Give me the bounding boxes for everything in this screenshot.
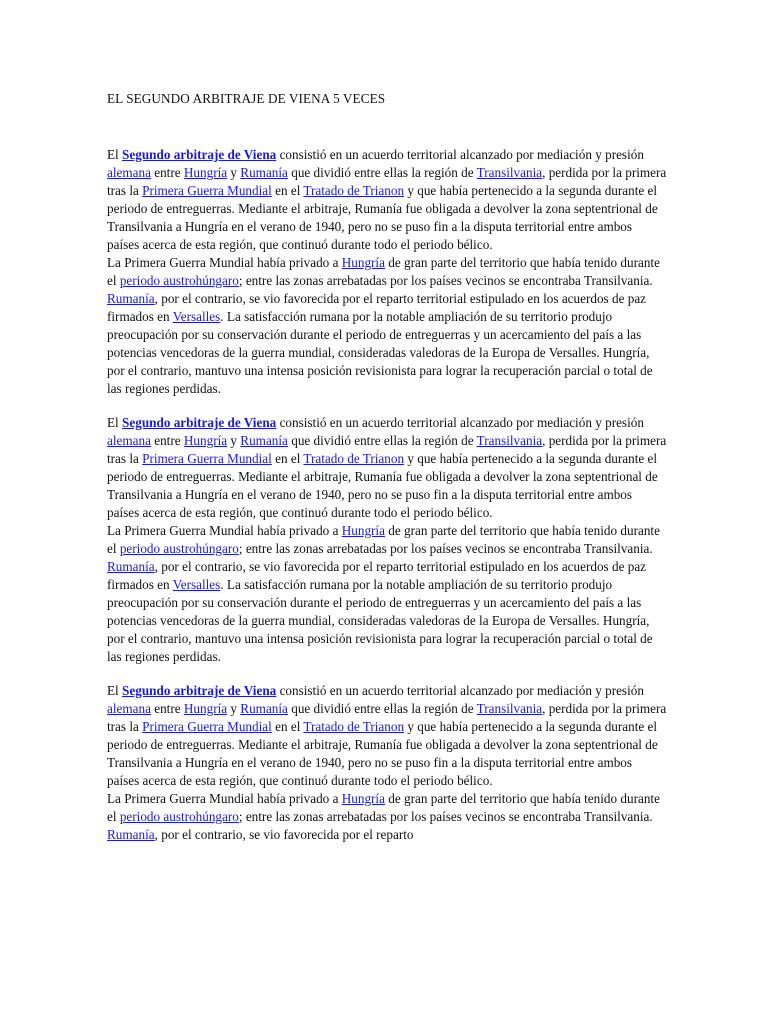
text-run: y xyxy=(227,433,241,448)
paragraph-background xyxy=(107,254,667,398)
text-run: , perdida por la primera tras la xyxy=(107,701,667,734)
link-segundo-arbitraje[interactable]: Segundo arbitraje de Viena xyxy=(122,415,277,430)
text-run: , por el contrario, se vio favorecida por el reparto territorial estipulado en los acuerdos de paz firmados en xyxy=(107,291,647,324)
text-run: ; entre las zonas arrebatadas por los países vecinos se encontraba Transilvania. xyxy=(238,273,653,288)
link-transilvania[interactable]: Transilvania xyxy=(476,165,543,180)
text-run: La Primera Guerra Mundial había privado a xyxy=(107,791,342,806)
text-run: que dividió entre ellas la región de xyxy=(287,701,477,716)
text-run: y que había pertenecido a la segunda durante el periodo de entreguerras. Mediante el arbitraje, Rumanía fue obligada a devolver la zona septentrional de Transilvania a Hungría en el verano de 1940, pero no se puso fin a la disputa territorial entre ambos países acerca de esta región, que continuó durante todo el periodo bélico. xyxy=(107,719,658,788)
link-versalles[interactable]: Versalles xyxy=(172,309,221,324)
text-run: y que había pertenecido a la segunda durante el periodo de entreguerras. Mediante el arbitraje, Rumanía fue obligada a devolver la zona septentrional de Transilvania a Hungría en el verano de 1940, pero no se puso fin a la disputa territorial entre ambos países acerca de esta región, que continuó durante todo el periodo bélico. xyxy=(107,183,658,252)
text-run: en el xyxy=(271,183,304,198)
link-hungria[interactable]: Hungría xyxy=(183,433,228,448)
link-transilvania[interactable]: Transilvania xyxy=(476,701,543,716)
text-run: en el xyxy=(271,451,304,466)
link-primera-guerra-mundial[interactable]: Primera Guerra Mundial xyxy=(142,719,272,734)
text-run: y xyxy=(227,165,241,180)
text-run: consistió en un acuerdo territorial alcanzado por mediación y presión xyxy=(276,147,644,162)
link-hungria[interactable]: Hungría xyxy=(341,523,385,538)
text-run: La Primera Guerra Mundial había privado a xyxy=(107,523,342,538)
link-rumania[interactable]: Rumanía xyxy=(240,165,288,180)
text-run: en el xyxy=(271,719,304,734)
text-run: de gran parte del territorio que había tenido durante el xyxy=(107,523,660,556)
text-run: La Primera Guerra Mundial había privado a xyxy=(107,255,342,270)
text-run: consistió en un acuerdo territorial alcanzado por mediación y presión xyxy=(276,415,644,430)
text-run: y xyxy=(227,701,241,716)
text-run: de gran parte del territorio que había tenido durante el xyxy=(107,791,660,824)
text-run: , perdida por la primera tras la xyxy=(107,165,667,198)
text-run: , por el contrario, se vio favorecida por el reparto territorial estipulado en los acuerdos de paz firmados en xyxy=(107,559,647,592)
paragraph-intro xyxy=(107,682,667,790)
link-segundo-arbitraje[interactable]: Segundo arbitraje de Viena xyxy=(122,147,277,162)
link-alemana[interactable]: alemana xyxy=(107,165,151,180)
text-run: de gran parte del territorio que había tenido durante el xyxy=(107,255,660,288)
link-primera-guerra-mundial[interactable]: Primera Guerra Mundial xyxy=(142,451,272,466)
link-versalles[interactable]: Versalles xyxy=(172,577,221,592)
text-run: El xyxy=(107,415,123,430)
text-run: y que había pertenecido a la segunda durante el periodo de entreguerras. Mediante el arbitraje, Rumanía fue obligada a devolver la zona septentrional de Transilvania a Hungría en el verano de 1940, pero no se puso fin a la disputa territorial entre ambos países acerca de esta región, que continuó durante todo el periodo bélico. xyxy=(107,451,658,520)
link-hungria[interactable]: Hungría xyxy=(341,255,385,270)
link-hungria[interactable]: Hungría xyxy=(183,165,228,180)
text-run: , por el contrario, se vio favorecida por el reparto xyxy=(154,827,414,842)
link-tratado-de-trianon[interactable]: Tratado de Trianon xyxy=(303,451,405,466)
text-run: . La satisfacción rumana por la notable ampliación de su territorio produjo preocupación por su conservación durante el periodo de entreguerras y un acercamiento del país a las potencias vencedoras de la guerra mundial, consideradas valedoras de la Europa de Versalles. Hungría, por el contrario, mantuvo una intensa posición revisionista para lograr la recuperación parcial o total de las regiones perdidas. xyxy=(107,309,653,396)
paragraph-background xyxy=(107,522,667,666)
document-title: EL SEGUNDO ARBITRAJE DE VIENA 5 VECES xyxy=(107,91,386,106)
link-periodo-austrohungaro[interactable]: periodo austrohúngaro xyxy=(119,273,239,288)
text-run: ; entre las zonas arrebatadas por los países vecinos se encontraba Transilvania. xyxy=(238,809,653,824)
link-rumania[interactable]: Rumanía xyxy=(107,291,155,306)
link-primera-guerra-mundial[interactable]: Primera Guerra Mundial xyxy=(142,183,272,198)
link-hungria[interactable]: Hungría xyxy=(341,791,385,806)
text-run: El xyxy=(107,683,123,698)
link-rumania[interactable]: Rumanía xyxy=(240,701,288,716)
text-run: que dividió entre ellas la región de xyxy=(287,433,477,448)
link-rumania[interactable]: Rumanía xyxy=(107,559,155,574)
link-rumania[interactable]: Rumanía xyxy=(240,433,288,448)
text-run: ; entre las zonas arrebatadas por los países vecinos se encontraba Transilvania. xyxy=(238,541,653,556)
link-hungria[interactable]: Hungría xyxy=(183,701,228,716)
document-page xyxy=(107,90,667,844)
link-alemana[interactable]: alemana xyxy=(107,701,151,716)
text-run: , perdida por la primera tras la xyxy=(107,433,667,466)
link-segundo-arbitraje[interactable]: Segundo arbitraje de Viena xyxy=(122,683,277,698)
paragraph-intro xyxy=(107,414,667,522)
text-run: El xyxy=(107,147,123,162)
link-tratado-de-trianon[interactable]: Tratado de Trianon xyxy=(303,719,405,734)
paragraph-intro xyxy=(107,146,667,254)
text-run: consistió en un acuerdo territorial alcanzado por mediación y presión xyxy=(276,683,644,698)
link-periodo-austrohungaro[interactable]: periodo austrohúngaro xyxy=(119,809,239,824)
link-tratado-de-trianon[interactable]: Tratado de Trianon xyxy=(303,183,405,198)
text-run: entre xyxy=(150,701,184,716)
link-periodo-austrohungaro[interactable]: periodo austrohúngaro xyxy=(119,541,239,556)
text-run: . La satisfacción rumana por la notable ampliación de su territorio produjo preocupación por su conservación durante el periodo de entreguerras y un acercamiento del país a las potencias vencedoras de la guerra mundial, consideradas valedoras de la Europa de Versalles. Hungría, por el contrario, mantuvo una intensa posición revisionista para lograr la recuperación parcial o total de las regiones perdidas. xyxy=(107,577,653,664)
link-alemana[interactable]: alemana xyxy=(107,433,151,448)
text-run: entre xyxy=(150,165,184,180)
link-rumania[interactable]: Rumanía xyxy=(107,827,155,842)
text-run: que dividió entre ellas la región de xyxy=(287,165,477,180)
paragraph-background-partial xyxy=(107,790,667,844)
text-run: entre xyxy=(150,433,184,448)
link-transilvania[interactable]: Transilvania xyxy=(476,433,543,448)
